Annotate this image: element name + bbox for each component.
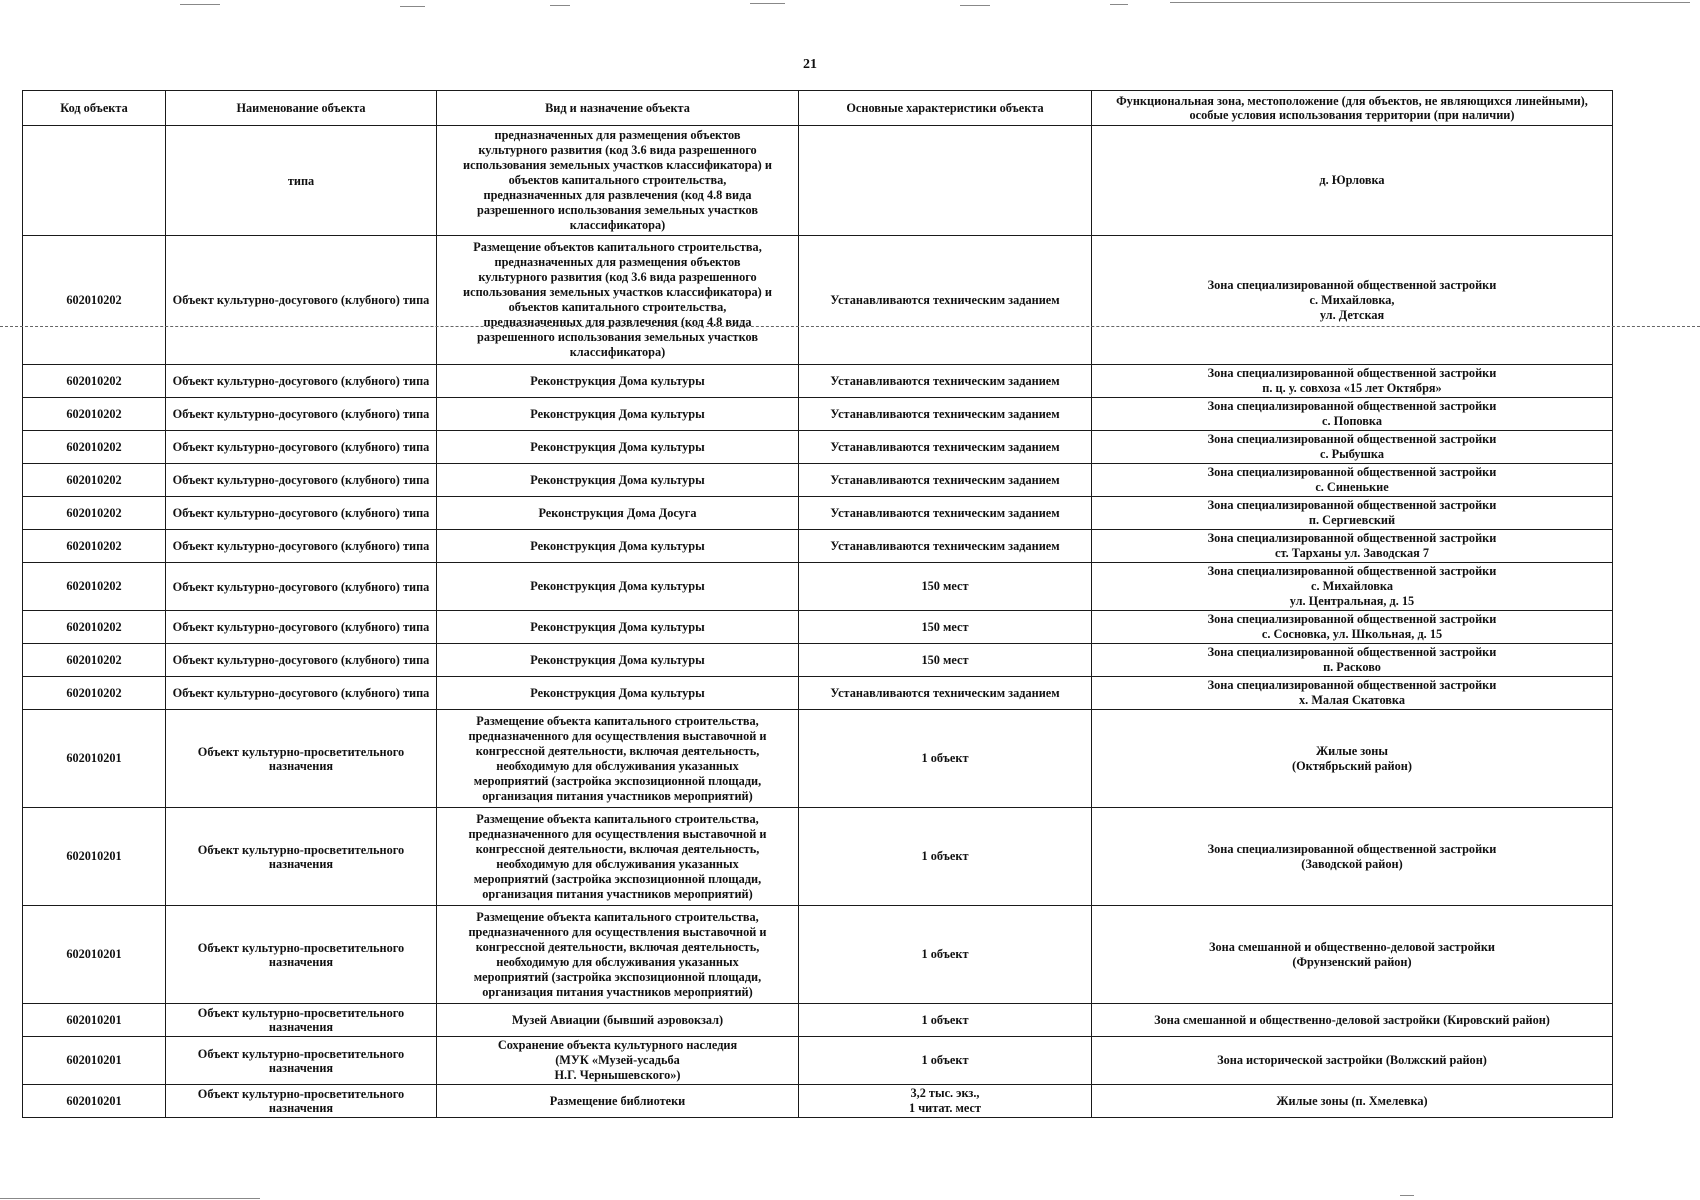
cell-chars: 150 мест bbox=[799, 611, 1092, 644]
table-row bbox=[23, 1085, 1613, 1118]
cell-code: 602010202 bbox=[23, 611, 166, 644]
cell-kind: Реконструкция Дома культуры bbox=[437, 611, 799, 644]
cell-zone: Зона специализированной общественной застройки с. Сосновка, ул. Школьная, д. 15 bbox=[1092, 611, 1613, 644]
cell-kind: Сохранение объекта культурного наследия (МУК «Музей-усадьба Н.Г. Чернышевского») bbox=[437, 1037, 799, 1085]
scan-mark bbox=[400, 6, 425, 7]
cell-zone: Жилые зоны (Октябрьский район) bbox=[1092, 710, 1613, 808]
table-row bbox=[23, 398, 1613, 431]
cell-chars: Устанавливаются техническим заданием bbox=[799, 497, 1092, 530]
cell-code: 602010202 bbox=[23, 431, 166, 464]
cell-chars: 150 мест bbox=[799, 563, 1092, 611]
cell-kind: Размещение объектов капитального строительства, предназначенных для размещения объектов культурного развития (код 3.6 вида разрешенного использования земельных участков классификатора) и объектов капитального строительства, предназначенных для развлечения (код 4.8 вида разрешенного использования земельных участков классификатора) bbox=[437, 236, 799, 365]
scan-fold-line bbox=[0, 326, 1700, 327]
cell-kind: Реконструкция Дома культуры bbox=[437, 677, 799, 710]
cell-zone: Зона специализированной общественной застройки п. Расково bbox=[1092, 644, 1613, 677]
table-row bbox=[23, 644, 1613, 677]
cell-name: Объект культурно-досугового (клубного) типа bbox=[166, 431, 437, 464]
cell-code: 602010202 bbox=[23, 644, 166, 677]
cell-chars: Устанавливаются техническим заданием bbox=[799, 236, 1092, 365]
table-row bbox=[23, 710, 1613, 808]
scan-mark bbox=[1170, 2, 1690, 3]
cell-chars: 1 объект bbox=[799, 808, 1092, 906]
cell-kind: Реконструкция Дома культуры bbox=[437, 644, 799, 677]
cell-kind: Реконструкция Дома культуры bbox=[437, 530, 799, 563]
scan-mark bbox=[550, 5, 570, 6]
cell-name: Объект культурно-досугового (клубного) типа bbox=[166, 365, 437, 398]
cell-zone: Зона специализированной общественной застройки ст. Тарханы ул. Заводская 7 bbox=[1092, 530, 1613, 563]
scan-mark bbox=[960, 5, 990, 6]
cell-zone: Зона специализированной общественной застройки с. Михайловка ул. Центральная, д. 15 bbox=[1092, 563, 1613, 611]
table-row bbox=[23, 906, 1613, 1004]
table-row bbox=[23, 431, 1613, 464]
cell-chars: 3,2 тыс. экз., 1 читат. мест bbox=[799, 1085, 1092, 1118]
table-row bbox=[23, 365, 1613, 398]
scan-mark bbox=[750, 3, 785, 4]
header-zone: Функциональная зона, местоположение (для объектов, не являющихся линейными), особые условия использования территории (при наличии) bbox=[1092, 91, 1613, 126]
cell-name: Объект культурно-просветительного назначения bbox=[166, 1037, 437, 1085]
cell-code: 602010202 bbox=[23, 563, 166, 611]
cell-name: Объект культурно-досугового (клубного) типа bbox=[166, 644, 437, 677]
header-chars: Основные характеристики объекта bbox=[799, 91, 1092, 126]
cell-name: Объект культурно-досугового (клубного) типа bbox=[166, 677, 437, 710]
cell-code: 602010202 bbox=[23, 464, 166, 497]
cell-name: Объект культурно-просветительного назначения bbox=[166, 1085, 437, 1118]
cell-zone: Зона специализированной общественной застройки с. Рыбушка bbox=[1092, 431, 1613, 464]
cell-zone: д. Юрловка bbox=[1092, 126, 1613, 236]
cell-chars: Устанавливаются техническим заданием bbox=[799, 431, 1092, 464]
cell-kind: Реконструкция Дома культуры bbox=[437, 464, 799, 497]
cell-zone: Зона специализированной общественной застройки с. Синенькие bbox=[1092, 464, 1613, 497]
cell-name: Объект культурно-досугового (клубного) типа bbox=[166, 236, 437, 365]
table-row bbox=[23, 808, 1613, 906]
cell-code: 602010202 bbox=[23, 398, 166, 431]
cell-kind: Реконструкция Дома культуры bbox=[437, 563, 799, 611]
cell-name: Объект культурно-просветительного назначения bbox=[166, 1004, 437, 1037]
scan-mark bbox=[0, 1198, 260, 1199]
table-row bbox=[23, 563, 1613, 611]
header-code: Код объекта bbox=[23, 91, 166, 126]
cell-code: 602010202 bbox=[23, 365, 166, 398]
cell-chars bbox=[799, 126, 1092, 236]
cell-chars: 1 объект bbox=[799, 1004, 1092, 1037]
header-kind: Вид и назначение объекта bbox=[437, 91, 799, 126]
page-number: 21 bbox=[803, 57, 817, 72]
table-row bbox=[23, 611, 1613, 644]
cell-zone: Зона специализированной общественной застройки (Заводской район) bbox=[1092, 808, 1613, 906]
cell-code bbox=[23, 126, 166, 236]
cell-name: Объект культурно-просветительного назначения bbox=[166, 710, 437, 808]
table-row bbox=[23, 126, 1613, 236]
cell-code: 602010201 bbox=[23, 710, 166, 808]
cell-name: Объект культурно-досугового (клубного) типа bbox=[166, 530, 437, 563]
cell-zone: Зона специализированной общественной застройки п. Сергиевский bbox=[1092, 497, 1613, 530]
cell-kind: Реконструкция Дома Досуга bbox=[437, 497, 799, 530]
cell-zone: Зона специализированной общественной застройки с. Поповка bbox=[1092, 398, 1613, 431]
cell-name: Объект культурно-досугового (клубного) типа bbox=[166, 497, 437, 530]
cell-name: Объект культурно-досугового (клубного) типа bbox=[166, 611, 437, 644]
cell-code: 602010201 bbox=[23, 808, 166, 906]
cell-chars: 1 объект bbox=[799, 1037, 1092, 1085]
table-header-row bbox=[23, 91, 1613, 126]
cell-name: Объект культурно-досугового (клубного) типа bbox=[166, 563, 437, 611]
cell-code: 602010202 bbox=[23, 236, 166, 365]
cell-code: 602010201 bbox=[23, 906, 166, 1004]
table-row bbox=[23, 677, 1613, 710]
cell-chars: 1 объект bbox=[799, 906, 1092, 1004]
table-row bbox=[23, 1004, 1613, 1037]
cell-kind: Размещение объекта капитального строительства, предназначенного для осуществления выставочной и конгрессной деятельности, включая деятельность, необходимую для обслуживания указанных мероприятий (застройка экспозиционной площади, организация питания участников мероприятий) bbox=[437, 808, 799, 906]
cell-zone: Зона смешанной и общественно-деловой застройки (Фрунзенский район) bbox=[1092, 906, 1613, 1004]
scan-mark bbox=[1400, 1195, 1414, 1196]
cell-kind: Размещение объекта капитального строительства, предназначенного для осуществления выставочной и конгрессной деятельности, включая деятельность, необходимую для обслуживания указанных мероприятий (застройка экспозиционной площади, организация питания участников мероприятий) bbox=[437, 906, 799, 1004]
header-name: Наименование объекта bbox=[166, 91, 437, 126]
table-row bbox=[23, 464, 1613, 497]
cell-chars: Устанавливаются техническим заданием bbox=[799, 464, 1092, 497]
table-row bbox=[23, 530, 1613, 563]
cell-chars: Устанавливаются техническим заданием bbox=[799, 530, 1092, 563]
cell-kind: Размещение библиотеки bbox=[437, 1085, 799, 1118]
cell-chars: Устанавливаются техническим заданием bbox=[799, 677, 1092, 710]
cell-zone: Жилые зоны (п. Хмелевка) bbox=[1092, 1085, 1613, 1118]
cell-zone: Зона специализированной общественной застройки с. Михайловка, ул. Детская bbox=[1092, 236, 1613, 365]
table-row bbox=[23, 497, 1613, 530]
cell-zone: Зона исторической застройки (Волжский район) bbox=[1092, 1037, 1613, 1085]
cell-name: Объект культурно-просветительного назначения bbox=[166, 906, 437, 1004]
cell-code: 602010201 bbox=[23, 1004, 166, 1037]
cell-chars: Устанавливаются техническим заданием bbox=[799, 398, 1092, 431]
cell-name: Объект культурно-просветительного назначения bbox=[166, 808, 437, 906]
cell-kind: Реконструкция Дома культуры bbox=[437, 431, 799, 464]
cell-chars: 150 мест bbox=[799, 644, 1092, 677]
cell-code: 602010202 bbox=[23, 530, 166, 563]
cell-chars: Устанавливаются техническим заданием bbox=[799, 365, 1092, 398]
cell-name: Объект культурно-досугового (клубного) типа bbox=[166, 398, 437, 431]
register-table bbox=[22, 90, 1613, 1118]
cell-kind: Музей Авиации (бывший аэровокзал) bbox=[437, 1004, 799, 1037]
scan-mark bbox=[1110, 4, 1128, 5]
cell-zone: Зона специализированной общественной застройки х. Малая Скатовка bbox=[1092, 677, 1613, 710]
cell-name: типа bbox=[166, 126, 437, 236]
cell-kind: Реконструкция Дома культуры bbox=[437, 365, 799, 398]
cell-kind: Размещение объекта капитального строительства, предназначенного для осуществления выставочной и конгрессной деятельности, включая деятельность, необходимую для обслуживания указанных мероприятий (застройка экспозиционной площади, организация питания участников мероприятий) bbox=[437, 710, 799, 808]
scan-mark bbox=[180, 4, 220, 5]
cell-zone: Зона смешанной и общественно-деловой застройки (Кировский район) bbox=[1092, 1004, 1613, 1037]
cell-name: Объект культурно-досугового (клубного) типа bbox=[166, 464, 437, 497]
cell-code: 602010202 bbox=[23, 677, 166, 710]
cell-code: 602010201 bbox=[23, 1037, 166, 1085]
cell-chars: 1 объект bbox=[799, 710, 1092, 808]
cell-kind: Реконструкция Дома культуры bbox=[437, 398, 799, 431]
cell-code: 602010201 bbox=[23, 1085, 166, 1118]
table-row bbox=[23, 1037, 1613, 1085]
cell-kind: предназначенных для размещения объектов культурного развития (код 3.6 вида разрешенного использования земельных участков классификатора) и объектов капитального строительства, предназначенных для развлечения (код 4.8 вида разрешенного использования земельных участков классификатора) bbox=[437, 126, 799, 236]
cell-zone: Зона специализированной общественной застройки п. ц. у. совхоза «15 лет Октября» bbox=[1092, 365, 1613, 398]
table-row bbox=[23, 236, 1613, 365]
cell-code: 602010202 bbox=[23, 497, 166, 530]
